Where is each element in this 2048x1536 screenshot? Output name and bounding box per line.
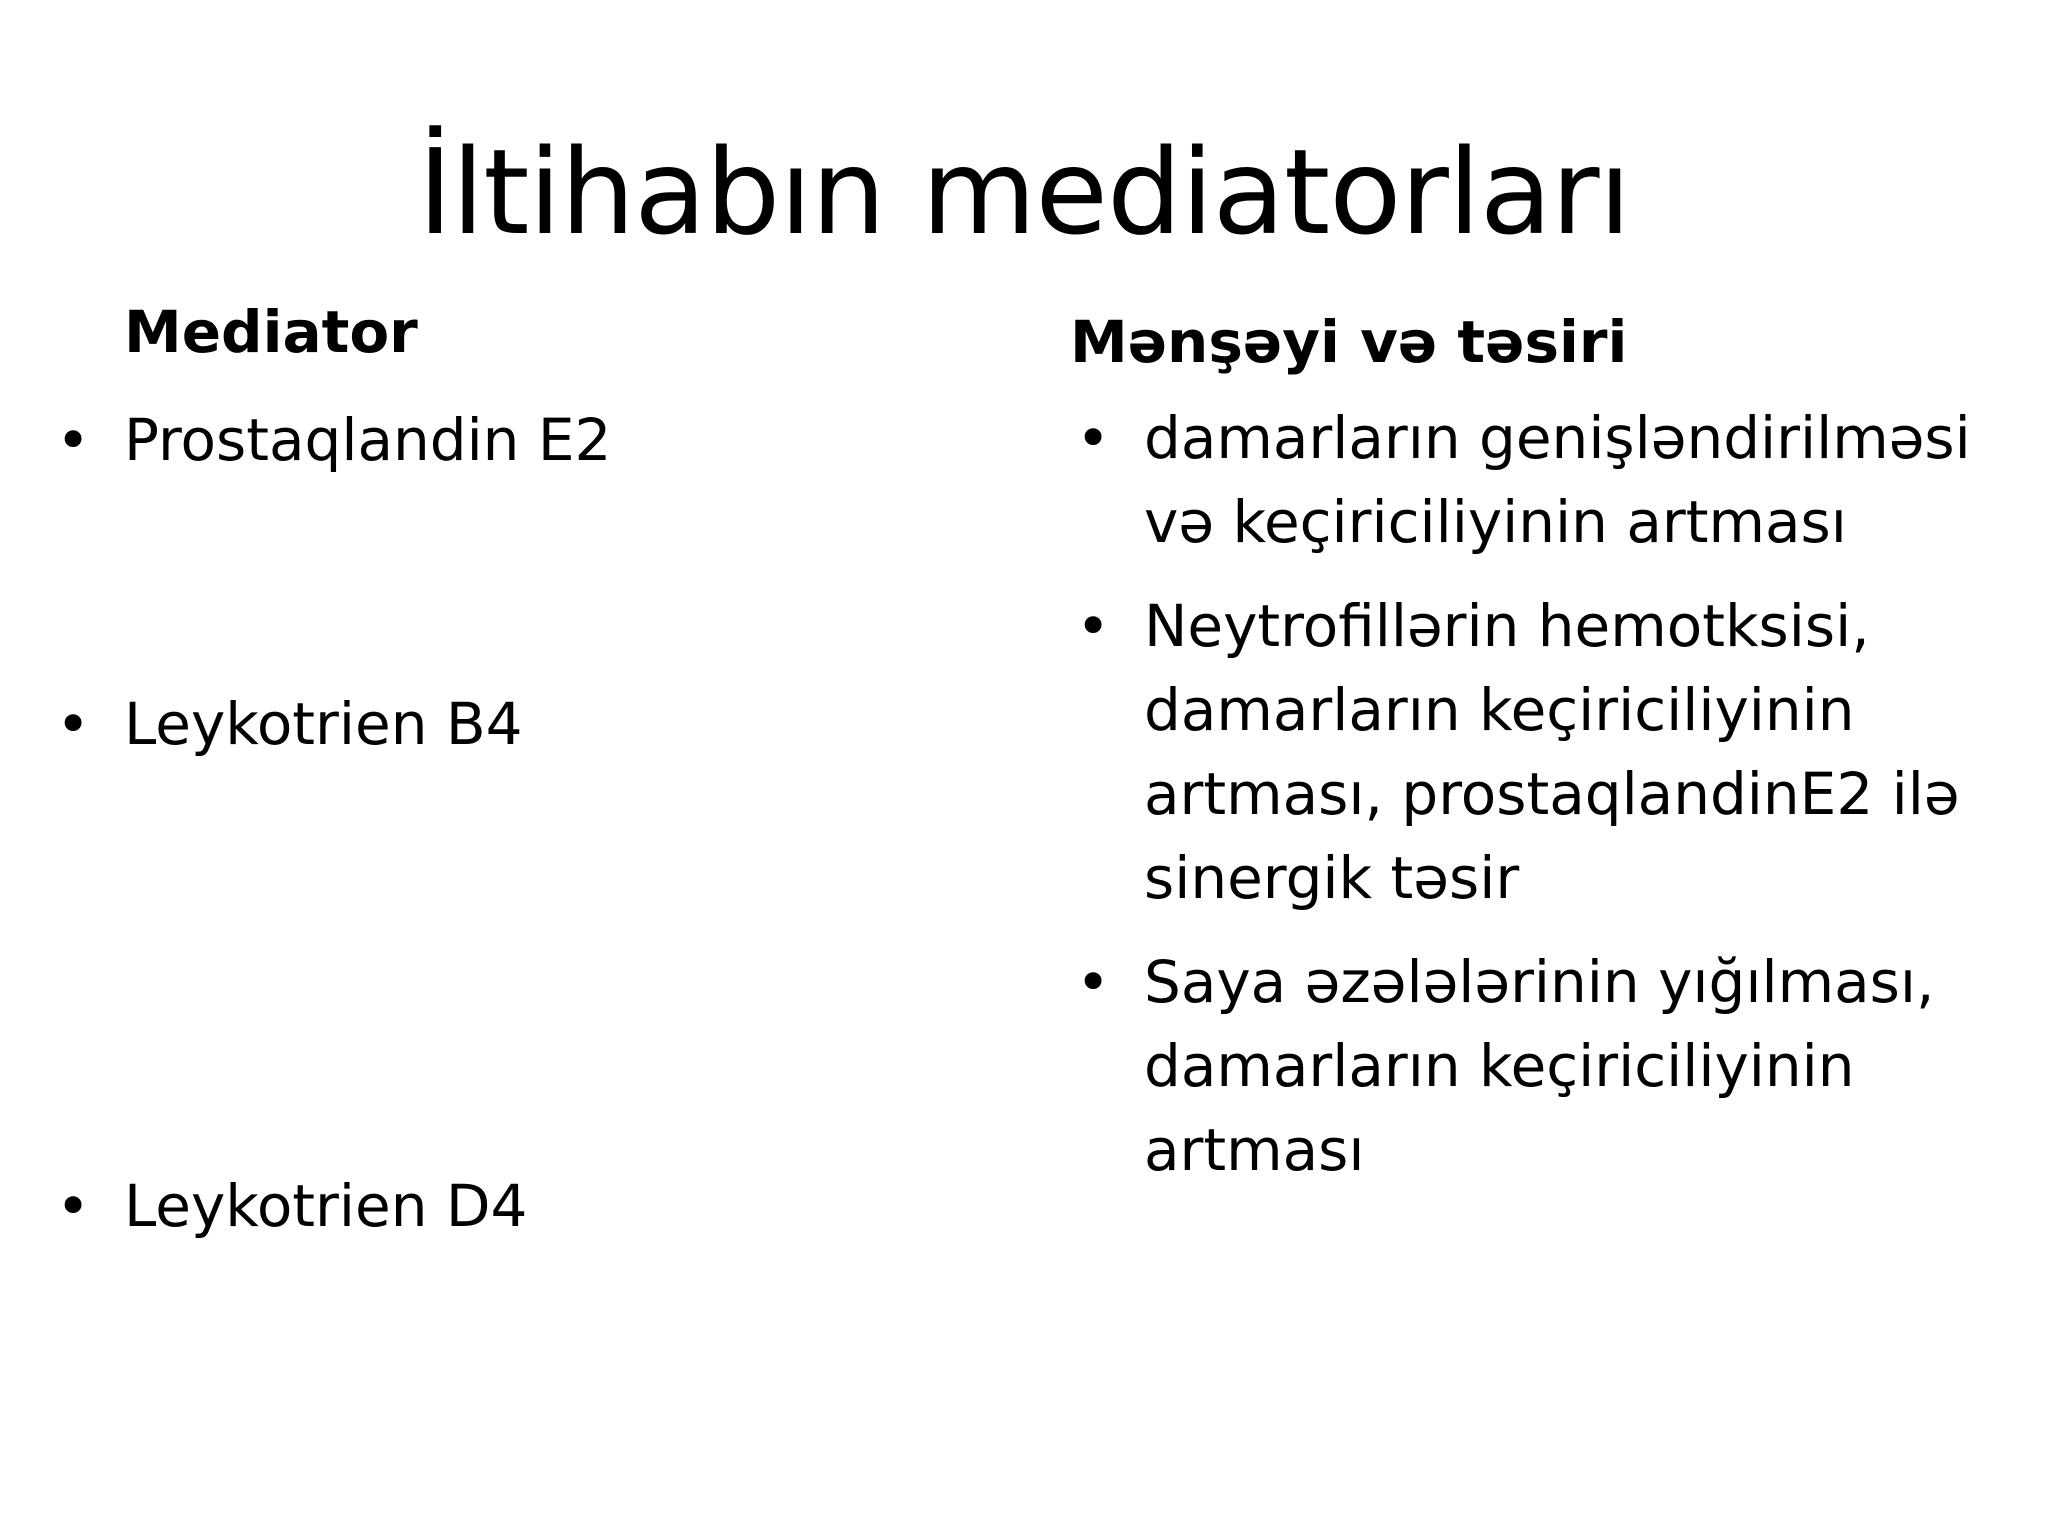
mediator-list: [48, 398, 948, 1240]
list-item: [48, 398, 1024, 482]
list-item: [48, 1164, 1024, 1248]
bullet-icon: •: [56, 1172, 91, 1240]
list-item: [1068, 940, 1988, 1192]
mediator-name: Prostaqlandin E2: [124, 406, 612, 474]
bullet-icon: •: [56, 406, 91, 474]
origin-effect-column-header: Mənşəyi və təsiri: [1070, 308, 1628, 376]
mediator-column-header: Mediator: [124, 298, 418, 366]
bullet-icon: •: [1076, 592, 1111, 660]
effect-description: Saya əzələlərinin yığılması, damarların keçiriciliyinin artması: [1144, 948, 1935, 1184]
mediator-name: Leykotrien D4: [124, 1172, 528, 1240]
effect-description: Neytrofillərin hemotksisi, damarların keçiriciliyinin artması, prostaqlandinE2 ilə sinergik təsir: [1144, 592, 1960, 912]
list-item: [1068, 584, 1988, 920]
bullet-icon: •: [56, 690, 91, 758]
origin-effect-list: [1068, 396, 1988, 1212]
mediator-name: Leykotrien B4: [124, 690, 523, 758]
bullet-icon: •: [1076, 404, 1111, 472]
list-item: [1068, 396, 1988, 564]
bullet-icon: •: [1076, 948, 1111, 1016]
slide-title: İltihabın mediatorları: [417, 123, 1631, 261]
effect-description: damarların genişləndirilməsi və keçiriciliyinin artması: [1144, 404, 1971, 556]
list-item: [48, 682, 1024, 766]
